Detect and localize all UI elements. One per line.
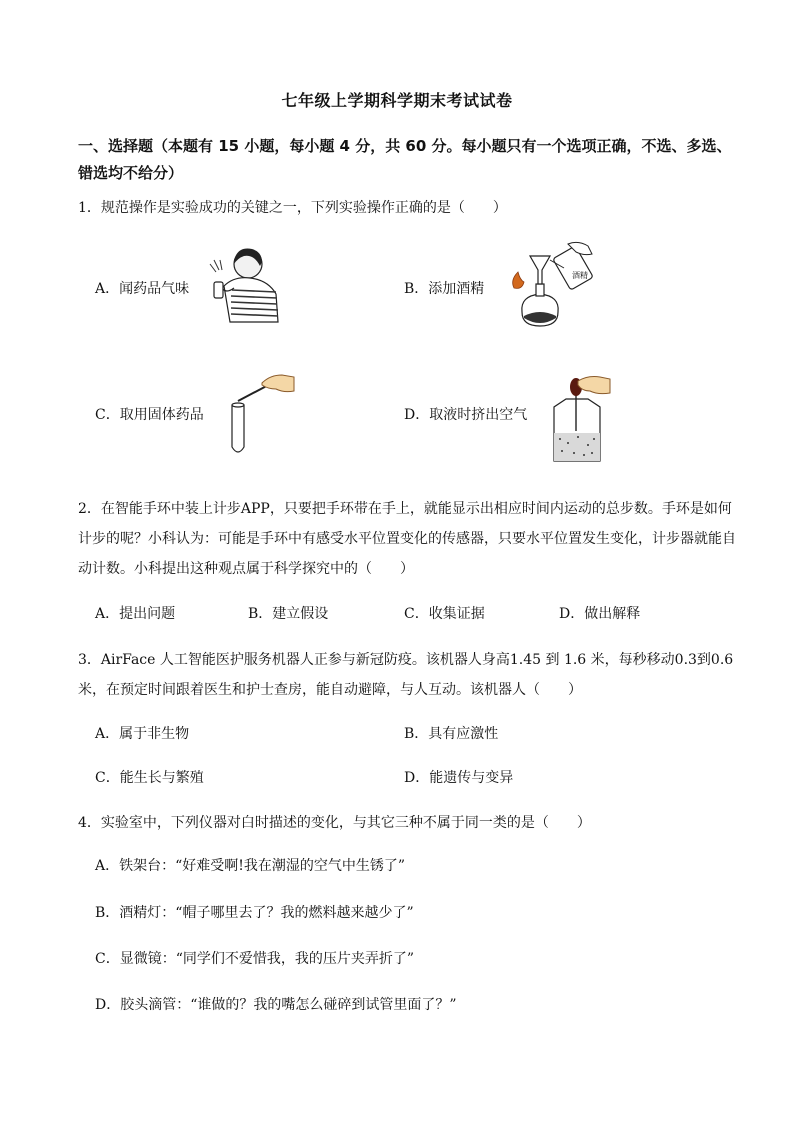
q1-option-b: B．添加酒精 bbox=[404, 281, 485, 297]
page-title: 七年级上学期科学期末考试试卷 bbox=[281, 91, 513, 110]
q3-option-b: B．具有应激性 bbox=[404, 726, 499, 742]
q1-option-a: A．闻药品气味 bbox=[95, 281, 190, 297]
q4-option-d: D．胶头滴管：“谁做的？我的嘴怎么碰碎到试管里面了？” bbox=[95, 997, 457, 1013]
question-1-stem: 1．规范操作是实验成功的关键之一，下列实验操作正确的是（ ） bbox=[78, 200, 507, 216]
figure-dropper bbox=[548, 375, 612, 465]
figure-add-alcohol bbox=[506, 240, 606, 332]
q4-option-b: B．酒精灯：“帽子哪里去了？我的燃料越来越少了” bbox=[95, 905, 414, 921]
q3-option-c: C．能生长与繁殖 bbox=[95, 770, 204, 786]
figure-smell-person bbox=[204, 242, 284, 328]
question-4-stem: 4．实验室中，下列仪器对白时描述的变化，与其它三种不属于同一类的是（ ） bbox=[78, 815, 591, 831]
q2-option-b: B．建立假设 bbox=[248, 606, 329, 622]
q1-option-d: D．取液时挤出空气 bbox=[404, 407, 528, 423]
q4-option-a: A．铁架台：“好难受啊!我在潮湿的空气中生锈了” bbox=[95, 858, 406, 874]
q3-option-a: A．属于非生物 bbox=[95, 726, 190, 742]
figure-solid-reagent bbox=[226, 371, 298, 457]
q3-option-d: D．能遗传与变异 bbox=[404, 770, 514, 786]
question-2-stem: 2．在智能手环中装上计步APP，只要把手环带在手上，就能显示出相应时间内运动的总步数。手环是如何计步的呢？小科认为：可能是手环中有感受水平位置变化的传感器，只要水平位置发生变化，计步器就能自动计数。小科提出这种观点属于科学探究中的（ ） bbox=[78, 501, 736, 577]
figure-b-label: 酒精 bbox=[572, 271, 588, 280]
q2-option-c: C．收集证据 bbox=[404, 606, 485, 622]
q1-option-c: C．取用固体药品 bbox=[95, 407, 204, 423]
q2-option-a: A．提出问题 bbox=[95, 606, 176, 622]
q2-option-d: D．做出解释 bbox=[559, 606, 641, 622]
q4-option-c: C．显微镜：“同学们不爱惜我，我的压片夹弄折了” bbox=[95, 951, 415, 967]
question-3-stem: 3．AirFace 人工智能医护服务机器人正参与新冠防疫。该机器人身高1.45 到 1.6 米，每秒移动0.3到0.6米，在预定时间跟着医生和护士查房，能自动避障，与人互动。该机器人（ ） bbox=[78, 652, 734, 698]
section-heading: 一、选择题（本题有 15 小题，每小题 4 分，共 60 分。每小题只有一个选项正确，不选、多选、错选均不给分） bbox=[78, 137, 732, 182]
